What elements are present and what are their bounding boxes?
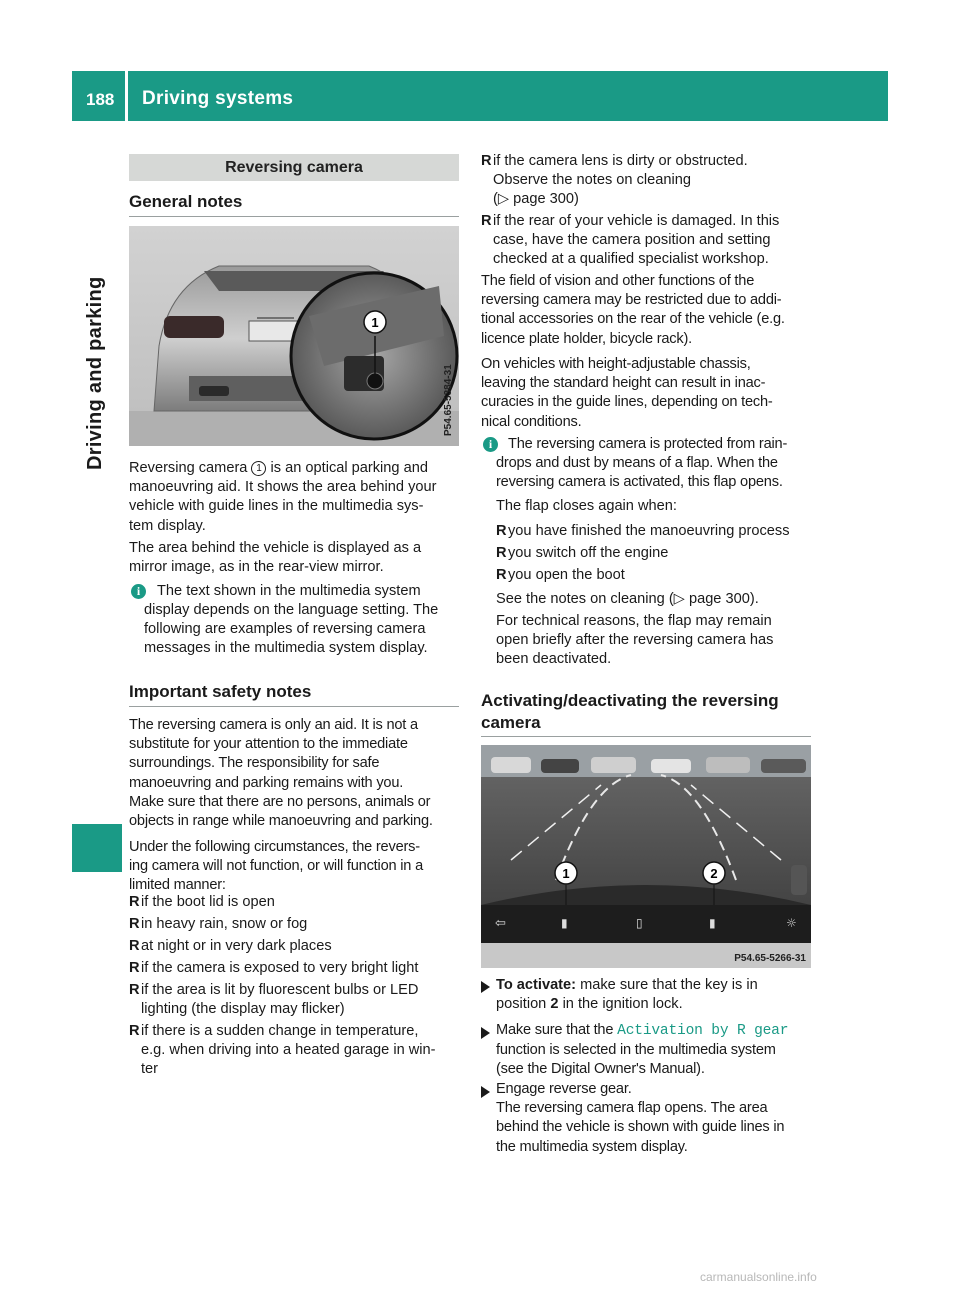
height-line: leaving the standard height can result in inac- (481, 375, 766, 392)
safety-line: The reversing camera is only an aid. It is not a (129, 717, 418, 733)
general-notes-heading: General notes (129, 192, 243, 211)
list-item-text: you open the boot (508, 567, 625, 583)
circumstances-line: limited manner: (129, 877, 226, 894)
height-line: On vehicles with height-adjustable chassis, (481, 356, 751, 372)
step-line: make sure that the key is in (580, 977, 758, 993)
step-activate-label: To activate: (496, 977, 577, 993)
list-item-text: if the rear of your vehicle is damaged. In this (493, 213, 780, 229)
list-item-text: if there is a sudden change in temperature, (141, 1023, 419, 1039)
list-item-text: in heavy rain, snow or fog (141, 916, 308, 932)
activating-heading-line: Activating/deactivating the reversing (481, 691, 779, 710)
intro-line: Reversing camera (129, 460, 248, 476)
step-line: the multimedia system display. (496, 1138, 688, 1155)
step-line: (see the Digital Owner's Manual). (496, 1061, 705, 1078)
safety-paragraph (129, 716, 433, 831)
step-arrow-icon (481, 1086, 490, 1098)
list-item-text: case, have the camera position and setting (493, 232, 771, 248)
info-icon: i (483, 437, 498, 452)
list-item-text: checked at a qualified specialist workshop. (493, 251, 769, 267)
list-item-text: e.g. when driving into a heated garage in win- (141, 1042, 436, 1058)
list-item-text: ter (141, 1061, 159, 1077)
step-line: Make sure that the (496, 1022, 614, 1038)
header-separator (125, 71, 128, 121)
camera-view-icon: ▯ (636, 916, 643, 930)
important-safety-heading: Important safety notes (129, 682, 312, 701)
step-line: The reversing camera flap opens. The area (496, 1100, 768, 1117)
intro-line: manoeuvring aid. It shows the area behind your (129, 479, 437, 496)
field-of-vision-paragraph (481, 272, 785, 349)
heading-rule (481, 736, 811, 737)
step-activate (496, 976, 758, 1014)
list-item-text: lighting (the display may flicker) (141, 1001, 345, 1017)
list-item-text: if the camera lens is dirty or obstructed. (493, 153, 748, 169)
figure2-callout-2: 2 (710, 866, 718, 881)
camera-display-figure (481, 745, 811, 968)
info-line: reversing camera is activated, this flap opens. (496, 474, 783, 491)
height-chassis-paragraph (481, 355, 773, 432)
reversing-camera-heading: Reversing camera (129, 154, 459, 181)
info-line: display depends on the language setting. The (144, 602, 439, 618)
back-icon: ⇦ (495, 916, 506, 931)
camera-view-icon: ▮ (709, 916, 716, 930)
height-line: curacies in the guide lines, depending on tech- (481, 394, 773, 411)
circumstances-line: Under the following circumstances, the revers- (129, 839, 420, 855)
step-line: in the ignition lock. (562, 996, 683, 1013)
flap-closes-text: The flap closes again when: (496, 498, 677, 514)
circumstances-paragraph (129, 838, 423, 896)
figure1-code: P54.65-5384-31 (443, 364, 454, 436)
safety-line: surroundings. The responsibility for safe (129, 755, 380, 772)
intro-line: vehicle with guide lines in the multimedia sys- (129, 498, 424, 515)
callout-1-badge: 1 (251, 461, 266, 476)
height-line: nical conditions. (481, 413, 582, 430)
list-item-text: at night or in very dark places (141, 938, 332, 954)
mirror-line: The area behind the vehicle is displayed as a (129, 540, 422, 556)
circumstances-line: ing camera will not function, or will function in a (129, 858, 423, 875)
field-line: licence plate holder, bicycle rack). (481, 330, 693, 347)
car-rear-camera-figure (129, 226, 459, 446)
technical-line: open briefly after the reversing camera has (496, 632, 774, 649)
list-item-text: you switch off the engine (508, 545, 669, 561)
see-cleaning-notes: See the notes on cleaning (▷ page 300). (496, 591, 759, 607)
step-line: position (496, 996, 547, 1013)
step-arrow-icon (481, 981, 490, 993)
list-item-text: if the area is lit by fluorescent bulbs or LED (141, 982, 419, 998)
field-line: tional accessories on the rear of the vehicle (e.g. (481, 311, 785, 328)
side-tab-marker (72, 824, 122, 872)
info-text-language-cont (144, 601, 438, 659)
step-arrow-icon (481, 1027, 490, 1039)
list-item-text: if the camera is exposed to very bright light (141, 960, 419, 976)
intro-line: tem display. (129, 517, 206, 534)
info-text-flap (508, 435, 787, 454)
figure2-callout-1: 1 (562, 866, 570, 881)
camera-view-icon: ▮ (561, 916, 568, 930)
technical-line: For technical reasons, the flap may remain (496, 613, 772, 629)
figure2-code: P54.65-5266-31 (734, 953, 806, 964)
info-line: drops and dust by means of a flap. When the (496, 455, 778, 471)
step-line: Engage reverse gear. (496, 1081, 632, 1097)
list-item-text: if the boot lid is open (141, 894, 275, 910)
field-line: The field of vision and other functions of the (481, 273, 755, 289)
step-line: function is selected in the multimedia system (496, 1042, 776, 1059)
activating-heading (481, 690, 779, 734)
step-line: behind the vehicle is shown with guide lines in (496, 1119, 785, 1136)
field-line: reversing camera may be restricted due to addi- (481, 292, 782, 309)
mirror-line: mirror image, as in the rear-view mirror. (129, 559, 384, 576)
info-line: following are examples of reversing camera (144, 621, 426, 638)
info-line: messages in the multimedia system display. (144, 640, 428, 657)
safety-line: Make sure that there are no persons, animals or (129, 793, 431, 810)
section-title: Driving systems (142, 88, 294, 109)
step-engage-reverse (496, 1080, 784, 1157)
safety-line: manoeuvring and parking remains with you. (129, 774, 404, 791)
technical-line: been deactivated. (496, 651, 612, 668)
list-item-text: you have finished the manoeuvring process (508, 523, 790, 539)
intro-line: is an optical parking and (270, 460, 428, 476)
heading-rule (129, 706, 459, 707)
settings-icon: ☼ (786, 916, 797, 930)
side-tab-label: Driving and parking (84, 276, 106, 470)
ignition-position: 2 (550, 996, 559, 1013)
info-text-flap-cont (496, 454, 783, 492)
info-icon: i (131, 584, 146, 599)
watermark: carmanualsonline.info (700, 1270, 817, 1284)
safety-line: substitute for your attention to the immediate (129, 736, 408, 753)
safety-line: objects in range while manoeuvring and parking. (129, 813, 433, 830)
list-item-text: (▷ page 300) (493, 191, 579, 207)
figure1-callout-1: 1 (371, 315, 379, 330)
page-number: 188 (86, 90, 115, 109)
activation-by-r-gear-link[interactable]: Activation by R gear (617, 1023, 789, 1039)
info-text-language (157, 582, 421, 601)
mirror-paragraph (129, 539, 421, 577)
step-activation-setting (496, 1021, 788, 1080)
heading-rule (129, 216, 459, 217)
info-line: The reversing camera is protected from rain- (508, 436, 788, 452)
activating-heading-line: camera (481, 713, 541, 732)
technical-reasons-paragraph (496, 612, 773, 670)
intro-paragraph (129, 459, 469, 536)
list-item-text: Observe the notes on cleaning (493, 172, 691, 188)
info-line: The text shown in the multimedia system (157, 583, 421, 599)
